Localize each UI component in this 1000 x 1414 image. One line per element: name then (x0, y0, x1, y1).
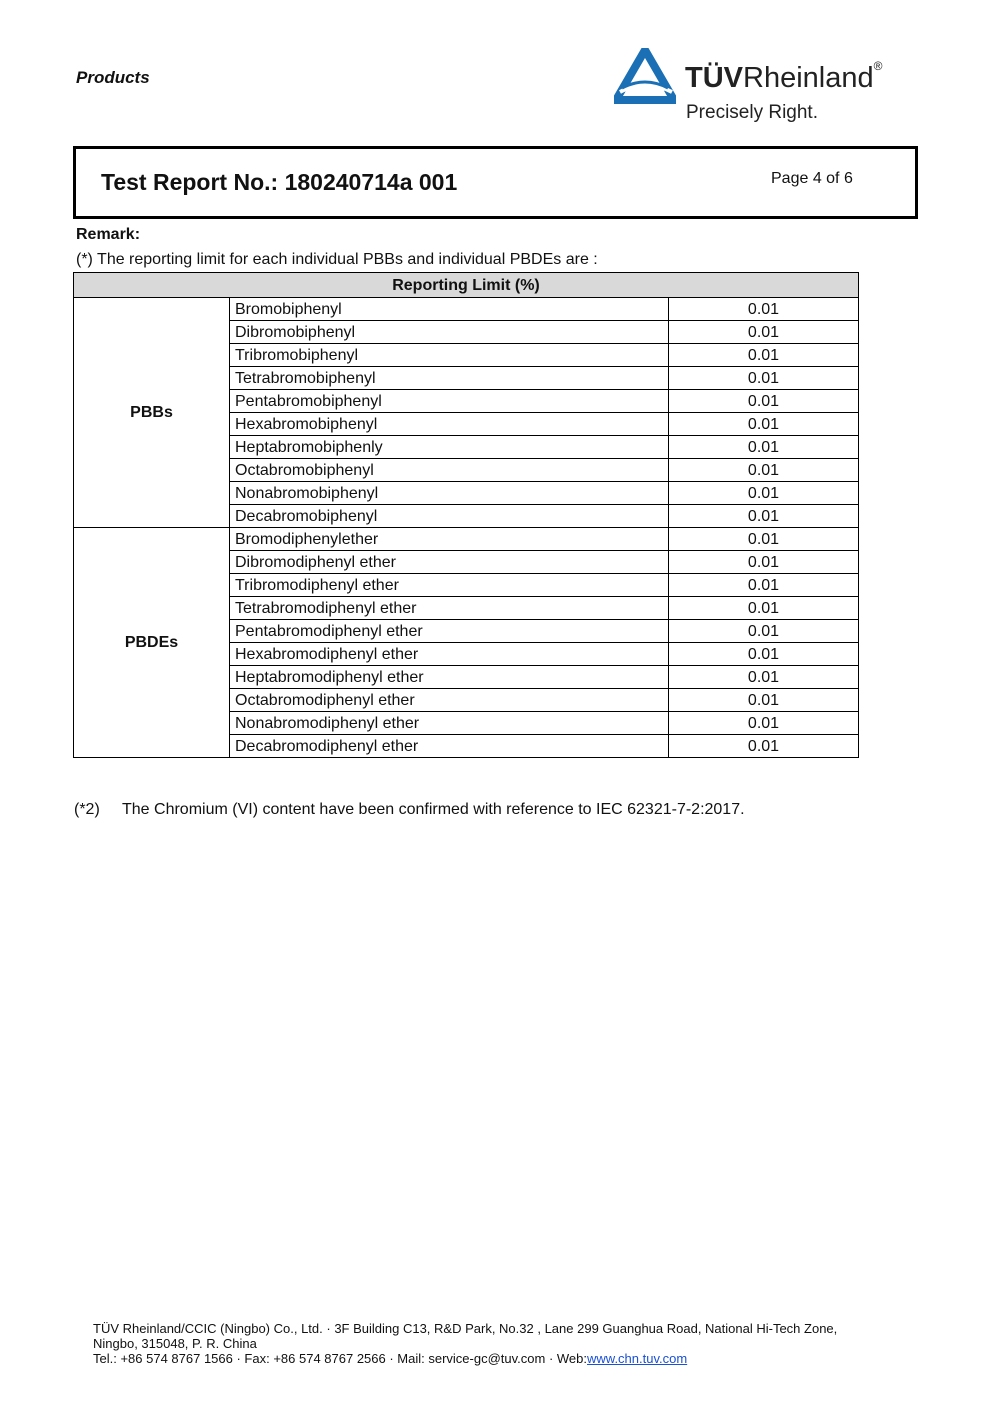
section-label: Products (76, 68, 150, 87)
substance-name: Dibromodiphenyl ether (230, 551, 669, 574)
report-title: Test Report No.: 180240714a 001 (101, 169, 458, 195)
group-label: PBBs (74, 298, 230, 528)
substance-name: Decabromodiphenyl ether (230, 735, 669, 758)
limit-value: 0.01 (669, 321, 859, 344)
table-row (74, 528, 859, 551)
logo-brand-bold: TÜV (685, 62, 743, 94)
substance-name: Tetrabromodiphenyl ether (230, 597, 669, 620)
limit-value: 0.01 (669, 712, 859, 735)
limit-value: 0.01 (669, 505, 859, 528)
substance-name: Tribromodiphenyl ether (230, 574, 669, 597)
limit-value: 0.01 (669, 436, 859, 459)
substance-name: Tetrabromobiphenyl (230, 367, 669, 390)
limit-value: 0.01 (669, 643, 859, 666)
limit-value: 0.01 (669, 367, 859, 390)
page-label: Page 4 of 6 (771, 170, 853, 187)
substance-name: Dibromobiphenyl (230, 321, 669, 344)
substance-name: Hexabromobiphenyl (230, 413, 669, 436)
table-body (74, 298, 859, 758)
reporting-limit-table (73, 272, 859, 758)
limit-value: 0.01 (669, 689, 859, 712)
limit-value: 0.01 (669, 413, 859, 436)
limit-value: 0.01 (669, 528, 859, 551)
limit-value: 0.01 (669, 390, 859, 413)
registered-mark: ® (873, 59, 883, 74)
limit-value: 0.01 (669, 597, 859, 620)
tuv-triangle-logo-icon (614, 48, 676, 104)
limit-value: 0.01 (669, 551, 859, 574)
table-header: Reporting Limit (%) (74, 273, 859, 298)
footer-address-line2: Ningbo, 315048, P. R. China (93, 1336, 257, 1351)
limit-value: 0.01 (669, 574, 859, 597)
substance-name: Nonabromodiphenyl ether (230, 712, 669, 735)
limit-value: 0.01 (669, 344, 859, 367)
substance-name: Octabromobiphenyl (230, 459, 669, 482)
substance-name: Pentabromodiphenyl ether (230, 620, 669, 643)
remark-heading: Remark: (76, 226, 141, 243)
substance-name: Decabromobiphenyl (230, 505, 669, 528)
limit-value: 0.01 (669, 482, 859, 505)
limit-value: 0.01 (669, 459, 859, 482)
remark-note: (*) The reporting limit for each individual PBBs and individual PBDEs are : (76, 251, 598, 268)
substance-name: Hexabromodiphenyl ether (230, 643, 669, 666)
limit-value: 0.01 (669, 735, 859, 758)
footer-address-line1: TÜV Rheinland/CCIC (Ningbo) Co., Ltd. · 3F Building C13, R&D Park, No.32 , Lane 299 Guanghua Road, National Hi-Tech Zone, (93, 1321, 838, 1336)
substance-name: Bromodiphenylether (230, 528, 669, 551)
logo-tagline: Precisely Right. (686, 102, 818, 123)
website-link[interactable]: www.chn.tuv.com (587, 1351, 688, 1366)
page-footer (93, 1321, 933, 1366)
logo-brand-regular: Rheinland (743, 62, 874, 94)
substance-name: Pentabromobiphenyl (230, 390, 669, 413)
substance-name: Nonabromobiphenyl (230, 482, 669, 505)
substance-name: Heptabromobiphenly (230, 436, 669, 459)
logo-brand (685, 59, 883, 95)
substance-name: Octabromodiphenyl ether (230, 689, 669, 712)
footnote-text: The Chromium (VI) content have been confirmed with reference to IEC 62321-7-2:2017. (122, 801, 745, 818)
footer-contact-line (93, 1351, 933, 1366)
substance-name: Bromobiphenyl (230, 298, 669, 321)
footer-contact: Tel.: +86 574 8767 1566 · Fax: +86 574 8767 2566 · Mail: service-gc@tuv.com · Web: (93, 1351, 587, 1366)
substance-name: Tribromobiphenyl (230, 344, 669, 367)
table-header-row (74, 273, 859, 298)
substance-name: Heptabromodiphenyl ether (230, 666, 669, 689)
limit-value: 0.01 (669, 298, 859, 321)
limit-value: 0.01 (669, 620, 859, 643)
limit-value: 0.01 (669, 666, 859, 689)
table-row (74, 298, 859, 321)
group-label: PBDEs (74, 528, 230, 758)
footnote-marker: (*2) (74, 801, 100, 818)
